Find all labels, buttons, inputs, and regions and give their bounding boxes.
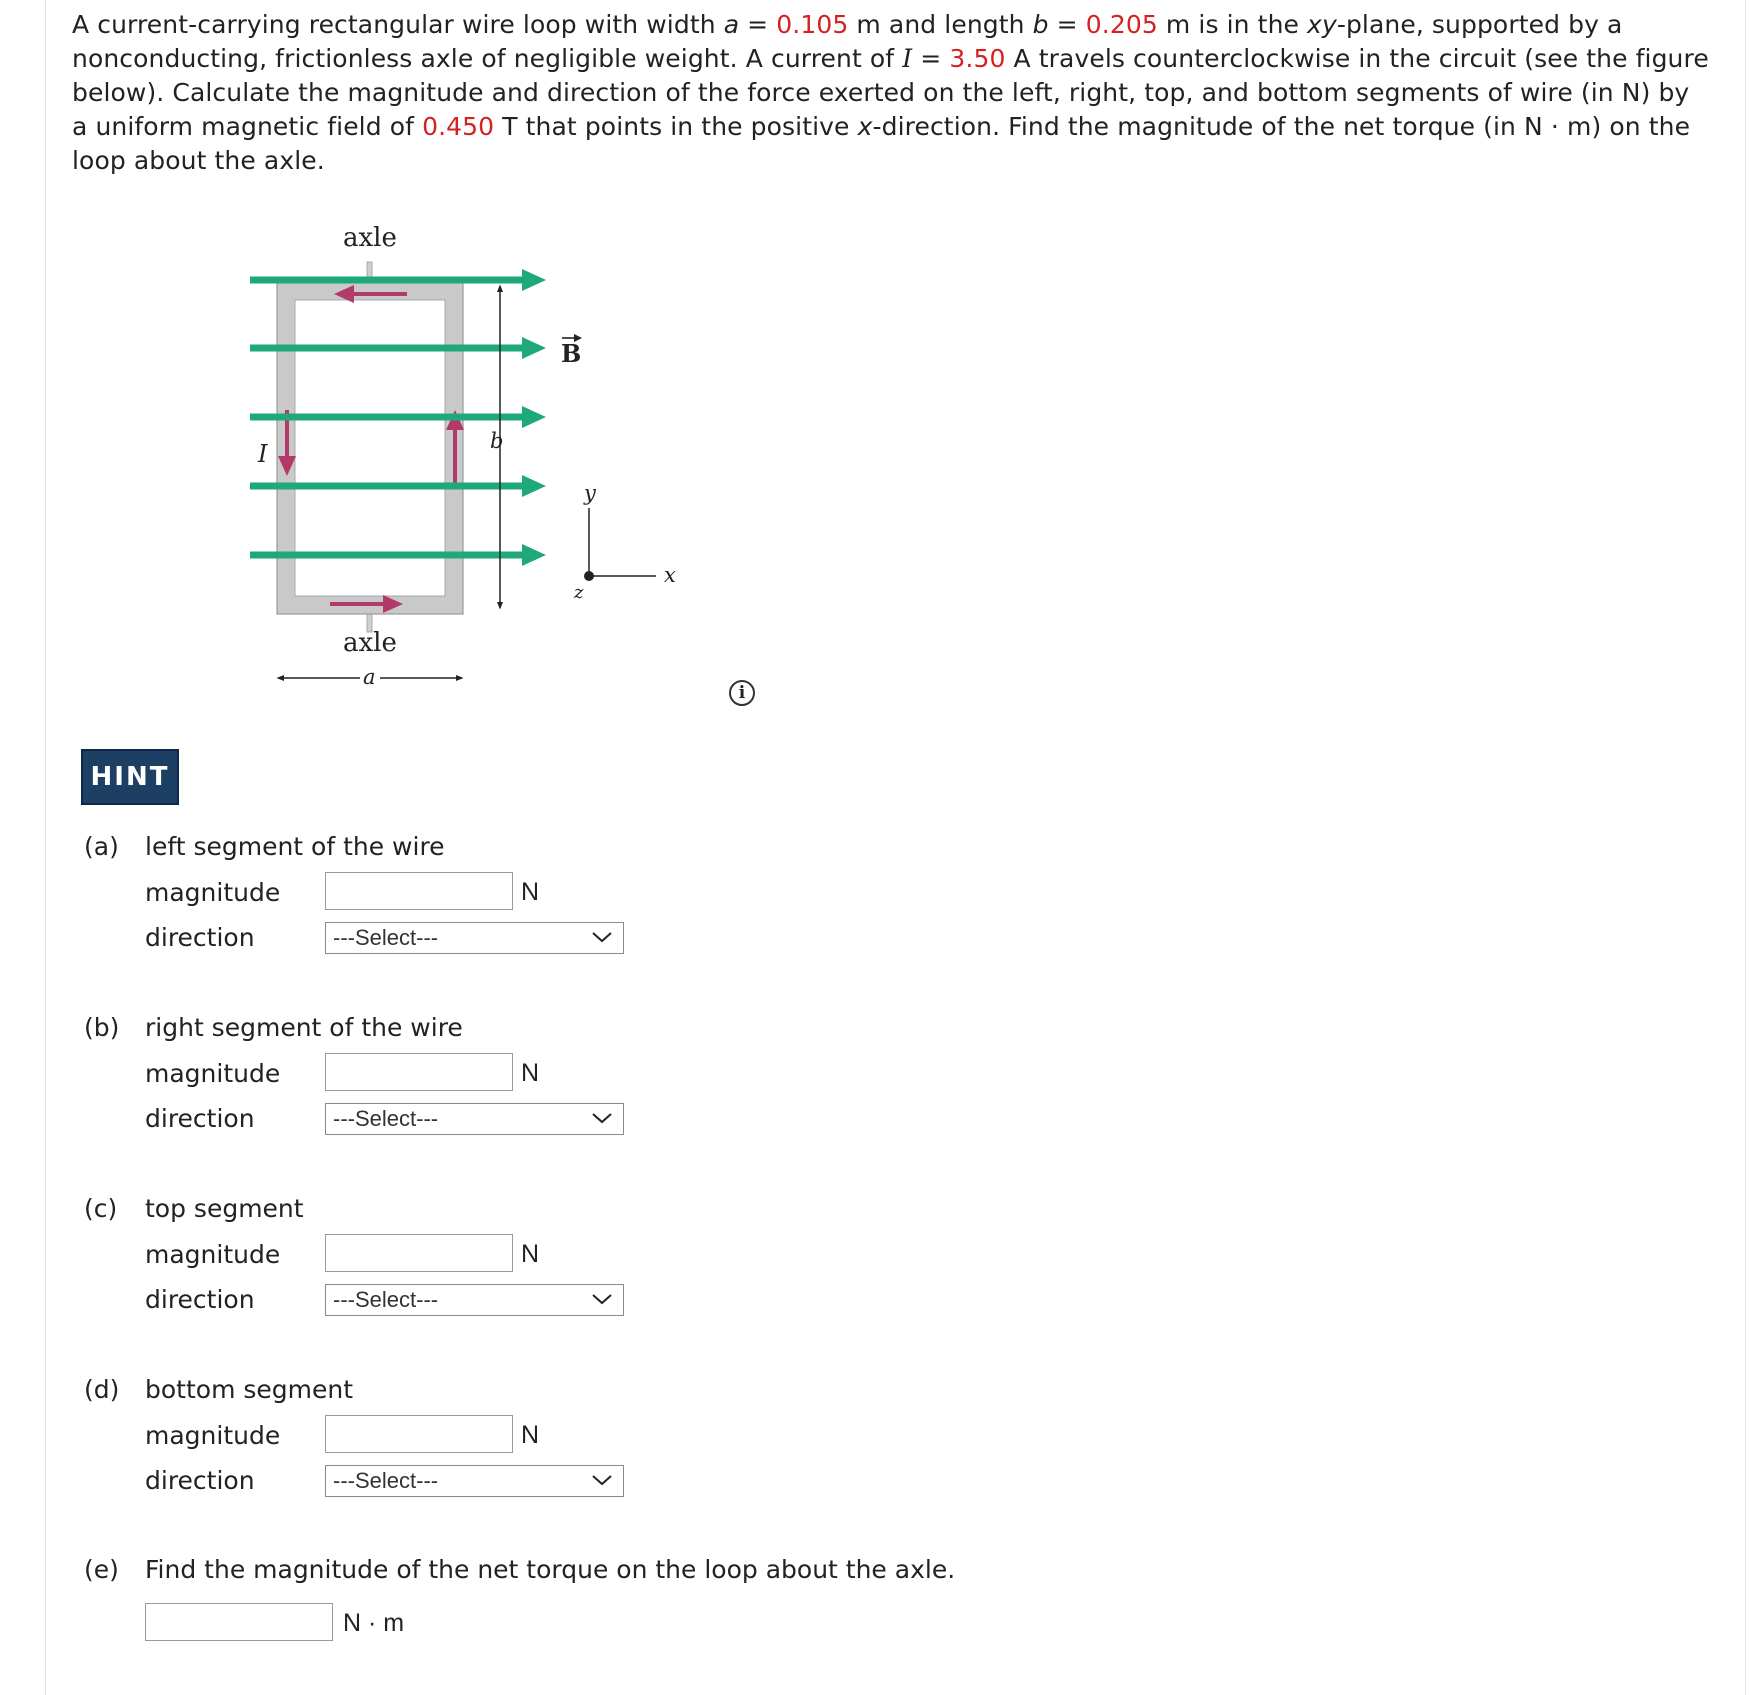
magnitude-label: magnitude [145, 1240, 281, 1269]
unit-label: N [521, 1240, 540, 1268]
value-current: 3.50 [949, 44, 1006, 73]
label-axle-top: axle [343, 223, 397, 253]
axis-label-z: z [574, 582, 584, 603]
part-d-magnitude-input[interactable] [325, 1415, 513, 1453]
part-c-magnitude-input[interactable] [325, 1234, 513, 1272]
part-a-magnitude-input[interactable] [325, 872, 513, 910]
axis-label-x: x [664, 563, 676, 587]
label-current-I: I [258, 440, 268, 468]
direction-label: direction [145, 923, 255, 952]
info-icon[interactable]: i [729, 680, 755, 706]
value-a: 0.105 [776, 10, 849, 39]
part-d-direction-select[interactable]: ---Select--- [325, 1465, 624, 1497]
chevron-down-icon [591, 1110, 613, 1126]
part-c-heading: (c) top segment [84, 1194, 304, 1223]
unit-label: N [521, 1421, 540, 1449]
unit-label: N [521, 878, 540, 906]
part-c-direction-select[interactable]: ---Select--- [325, 1284, 624, 1316]
value-field: 0.450 [422, 112, 495, 141]
label-b: b [490, 429, 504, 453]
loop-figure [230, 210, 790, 710]
content-right-border [1745, 0, 1746, 1695]
magnitude-label: magnitude [145, 878, 281, 907]
part-b-magnitude-input[interactable] [325, 1053, 513, 1091]
part-d-heading: (d) bottom segment [84, 1375, 354, 1404]
axis-label-y: y [584, 481, 596, 505]
problem-statement: A current-carrying rectangular wire loop with width a = 0.105 m and length b = 0.205 m is in the xy-plane, supported by a nonconducting, frictionless axle of negligible weight. A current of I = 3.50 A travels counterclockwise in the circuit (see the figure below). Calculate the magnitude and direction of the force exerted on the left, right, top, and bottom segments of wire (in N) by a uniform magnetic field of 0.450 T that points in the positive x-direction. Find the magnitude of the net torque (in N · m) on the loop about the axle. [72, 10, 1709, 175]
direction-label: direction [145, 1104, 255, 1133]
coordinate-axes [584, 508, 656, 581]
magnitude-label: magnitude [145, 1059, 281, 1088]
value-b: 0.205 [1085, 10, 1158, 39]
svg-text:B: B [561, 339, 582, 368]
torque-unit-label: N · m [343, 1609, 405, 1637]
unit-label: N [521, 1059, 540, 1087]
direction-label: direction [145, 1466, 255, 1495]
part-e-heading: (e) Find the magnitude of the net torque on the loop about the axle. [84, 1555, 956, 1584]
part-e-torque-input[interactable] [145, 1603, 333, 1641]
wire-loop [277, 282, 463, 614]
part-b-heading: (b) right segment of the wire [84, 1013, 463, 1042]
direction-label: direction [145, 1285, 255, 1314]
chevron-down-icon [591, 929, 613, 945]
magnitude-label: magnitude [145, 1421, 281, 1450]
label-a: a [363, 665, 376, 689]
part-b-direction-select[interactable]: ---Select--- [325, 1103, 624, 1135]
chevron-down-icon [591, 1291, 613, 1307]
part-a-direction-select[interactable]: ---Select--- [325, 922, 624, 954]
hint-button[interactable]: HINT [81, 749, 179, 805]
part-a-heading: (a) left segment of the wire [84, 832, 445, 861]
content-left-border [45, 0, 46, 1695]
label-axle-bottom: axle [343, 628, 397, 658]
field-vector-label [561, 334, 582, 368]
chevron-down-icon [591, 1472, 613, 1488]
